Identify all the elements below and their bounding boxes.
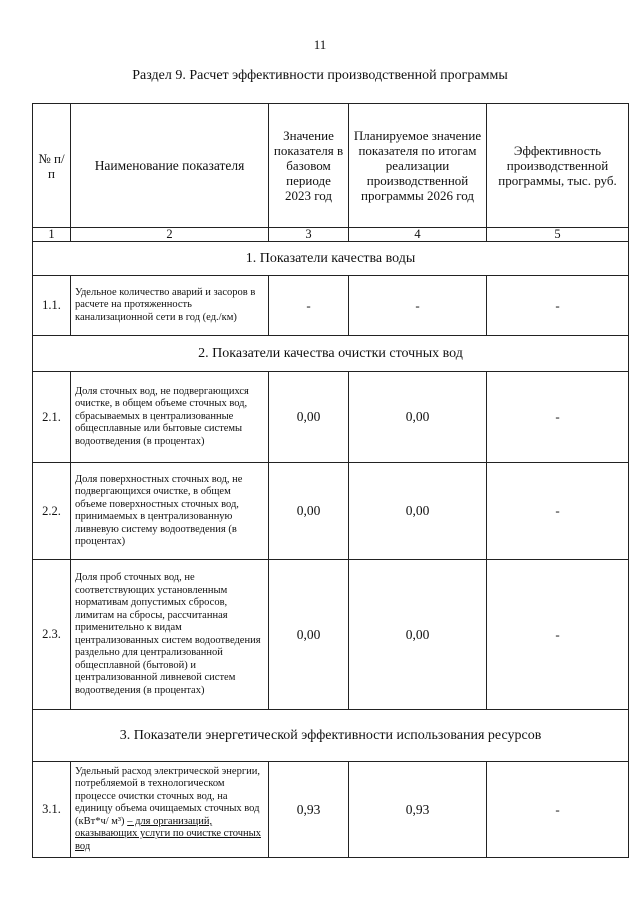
row-num: 2.1.: [33, 372, 71, 463]
header-name: Наименование показателя: [71, 104, 269, 228]
table-row: [33, 372, 629, 463]
row-efficiency-value: -: [487, 372, 629, 463]
row-indicator-name: Доля поверхностных сточных вод, не подвергающихся очистке, в общем объеме поверхностных сточных вод, принимаемых в централизованную ливневую систему водоотведения (в процентах): [71, 463, 269, 560]
group-row: [33, 710, 629, 762]
column-number-row: [33, 228, 629, 242]
column-number: 1: [33, 228, 71, 242]
row-efficiency-value: -: [487, 463, 629, 560]
row-efficiency-value: -: [487, 762, 629, 858]
table-row: [33, 276, 629, 336]
group-title: 2. Показатели качества очистки сточных вод: [33, 336, 629, 372]
row-planned-value: -: [349, 276, 487, 336]
page-number: 11: [313, 37, 327, 52]
group-title: 1. Показатели качества воды: [33, 242, 629, 276]
section-title: Раздел 9. Расчет эффективности производственной программы: [132, 68, 508, 83]
row-base-value: 0,00: [269, 560, 349, 710]
column-number: 4: [349, 228, 487, 242]
row-base-value: 0,93: [269, 762, 349, 858]
group-row: [33, 336, 629, 372]
header-planned: Планируемое значение показателя по итогам реализации производственной программы 2026 год: [349, 104, 487, 228]
row-indicator-name: [71, 762, 269, 858]
row-planned-value: 0,00: [349, 560, 487, 710]
row-base-value: -: [269, 276, 349, 336]
row-num: 3.1.: [33, 762, 71, 858]
row-indicator-name: Доля сточных вод, не подвергающихся очистке, в общем объеме сточных вод, сбрасываемых в централизованные общесплавные или бытовые системы водоотведения (в процентах): [71, 372, 269, 463]
table-header-row: [33, 104, 629, 228]
row-indicator-underlined-text: – для организаций, оказывающих услуги по очистке сточных вод: [75, 815, 261, 852]
row-base-value: 0,00: [269, 463, 349, 560]
row-efficiency-value: -: [487, 560, 629, 710]
row-indicator-text: Удельный расход электрической энергии, потребляемой в технологическом процессе очистки сточных вод, на единицу объема очищаемых сточных вод (кВт*ч/ м³): [75, 765, 261, 827]
row-base-value: 0,00: [269, 372, 349, 463]
column-number: 5: [487, 228, 629, 242]
column-number: 3: [269, 228, 349, 242]
row-efficiency-value: -: [487, 276, 629, 336]
efficiency-table: [32, 103, 629, 858]
row-num: 2.3.: [33, 560, 71, 710]
group-title: 3. Показатели энергетической эффективности использования ресурсов: [33, 710, 629, 762]
row-num: 2.2.: [33, 463, 71, 560]
row-num: 1.1.: [33, 276, 71, 336]
header-num: № п/п: [33, 104, 71, 228]
header-base: Значение показателя в базовом периоде 2023 год: [269, 104, 349, 228]
row-indicator-name: Удельное количество аварий и засоров в расчете на протяженность канализационной сети в год (ед./км): [71, 276, 269, 336]
table-row: [33, 463, 629, 560]
column-number: 2: [71, 228, 269, 242]
row-planned-value: 0,00: [349, 372, 487, 463]
table-row: [33, 560, 629, 710]
group-row: [33, 242, 629, 276]
row-planned-value: 0,00: [349, 463, 487, 560]
header-efficiency: Эффективность производственной программы, тыс. руб.: [487, 104, 629, 228]
row-planned-value: 0,93: [349, 762, 487, 858]
table-row: [33, 762, 629, 858]
row-indicator-name: Доля проб сточных вод, не соответствующих установленным нормативам допустимых сбросов, лимитам на сбросы, рассчитанная применительно к видам централизованных систем водоотведения раздельно для централизованной общесплавной (бытовой) и централизованной ливневой систем водоотведения (в процентах): [71, 560, 269, 710]
